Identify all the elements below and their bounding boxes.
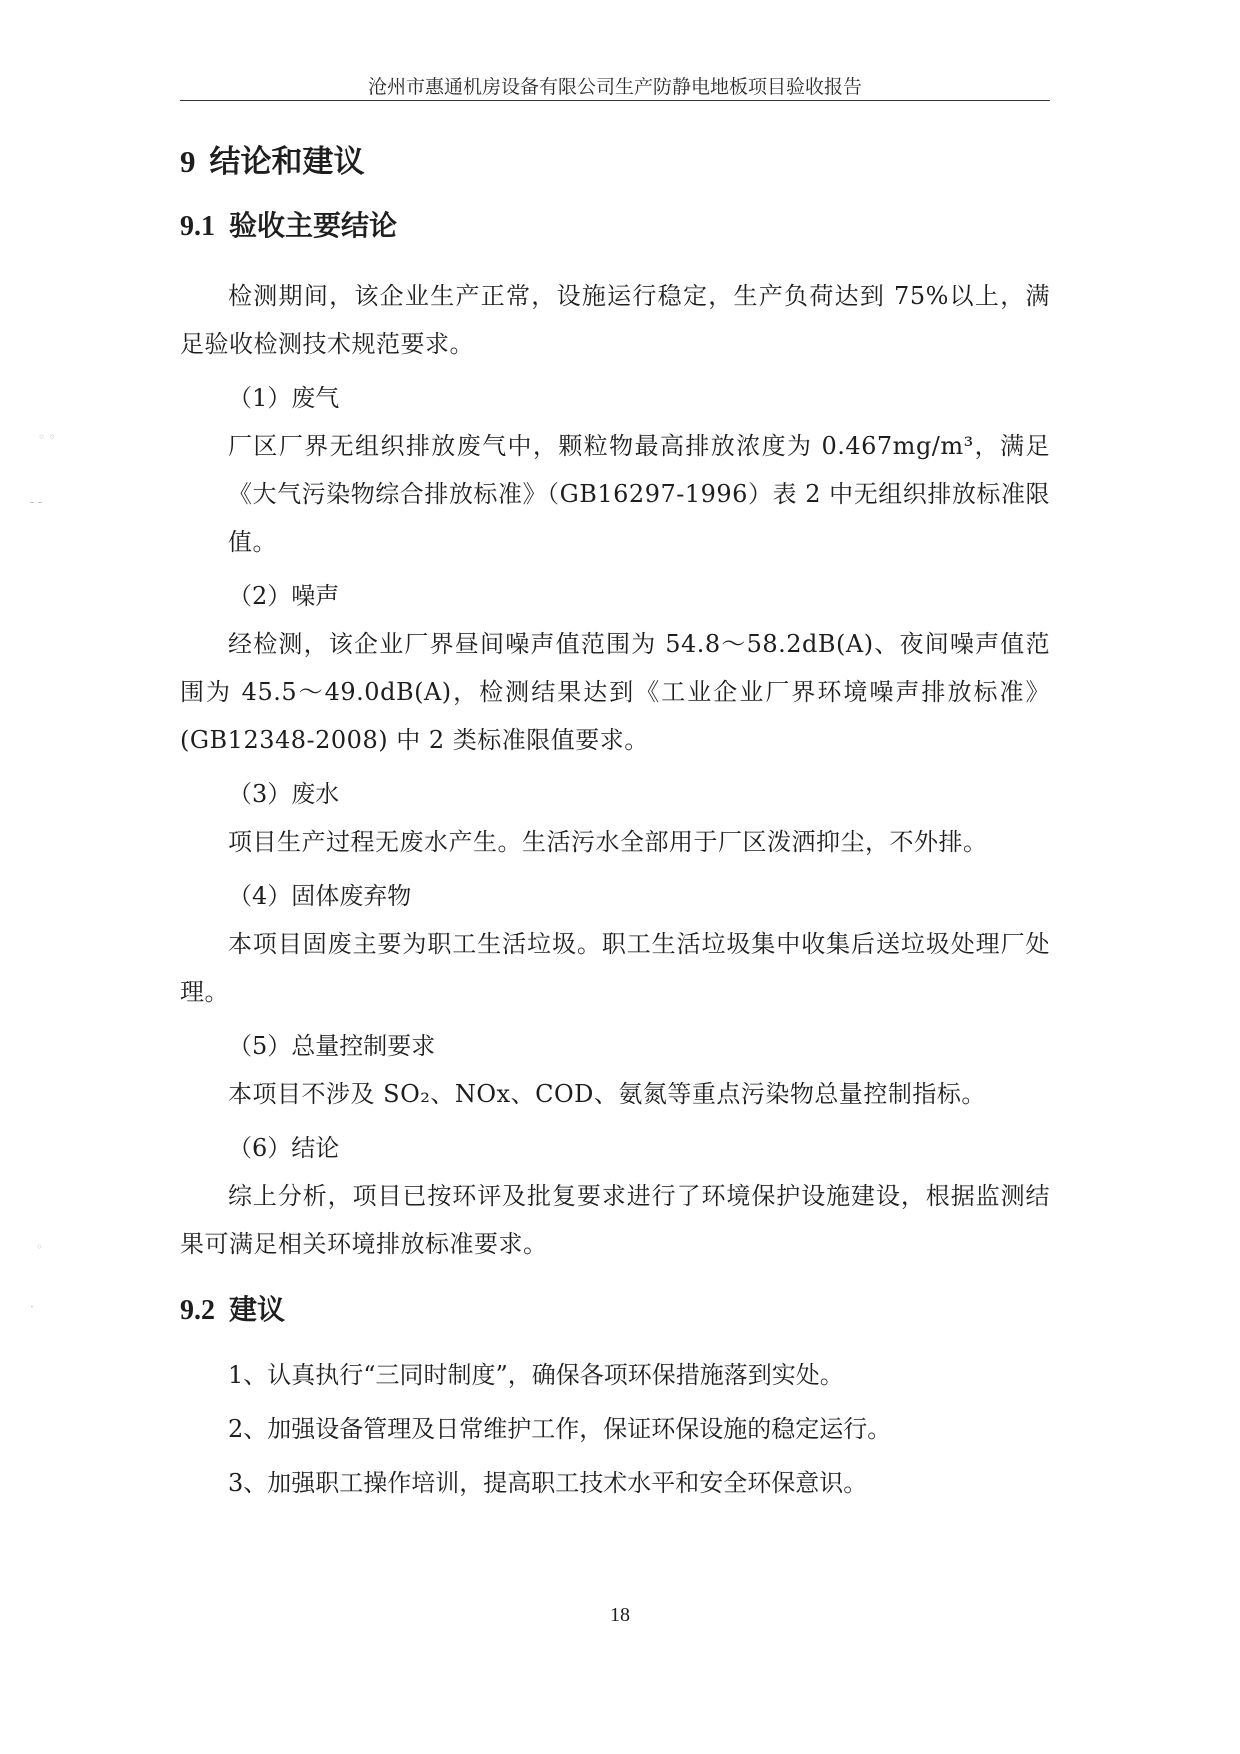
item-text-conclusion: 综上分析，项目已按环评及批复要求进行了环境保护设施建设，根据监测结果可满足相关环境排放标准要求。	[180, 1182, 1050, 1258]
section-title: 结论和建议	[209, 144, 365, 180]
subsection-title: 验收主要结论	[229, 209, 398, 242]
scan-speck: - -	[30, 495, 42, 509]
item-label-conclusion: （6）结论	[228, 1134, 340, 1162]
item-label-total-control: （5）总量控制要求	[228, 1032, 436, 1060]
item-label-solid-waste: （4）固体废弃物	[228, 882, 412, 910]
item-text-noise: 经检测，该企业厂界昼间噪声值范围为 54.8～58.2dB(A)、夜间噪声值范围为 45.5～49.0dB(A)，检测结果达到《工业企业厂界环境噪声排放标准》(GB12348-2008) 中 2 类标准限值要求。	[180, 630, 1050, 754]
running-header: 沧州市惠通机房设备有限公司生产防静电地板项目验收报告	[367, 76, 862, 98]
scan-speck: ◦ ◦	[38, 430, 56, 444]
intro-paragraph: 检测期间，该企业生产正常，设施运行稳定，生产负荷达到 75%以上，满足验收检测技术规范要求。	[180, 282, 1050, 358]
recommendation-item-1: 1、认真执行“三同时制度”，确保各项环保措施落到实处。	[228, 1361, 844, 1389]
item-text-solid-waste: 本项目固废主要为职工生活垃圾。职工生活垃圾集中收集后送垃圾处理厂处理。	[180, 930, 1050, 1006]
item-text-exhaust-gas	[180, 422, 1050, 566]
section-number: 9	[180, 144, 196, 179]
item-text-wastewater: 项目生产过程无废水产生。生活污水全部用于厂区泼洒抑尘，不外排。	[228, 828, 988, 856]
item-label-wastewater: （3）废水	[228, 780, 340, 808]
subsection-number: 9.2	[180, 1295, 215, 1326]
recommendation-item-3: 3、加强职工操作培训，提高职工技术水平和安全环保意识。	[228, 1469, 868, 1497]
recommendation-item-2: 2、加强设备管理及日常维护工作，保证环保设施的稳定运行。	[228, 1415, 892, 1443]
page-number: 18	[610, 1604, 630, 1626]
item-label-noise: （2）噪声	[228, 582, 340, 610]
subsection-heading-9-2	[180, 1290, 1050, 1330]
subsection-title: 建议	[229, 1293, 286, 1326]
subsection-number: 9.1	[180, 211, 215, 242]
page-content	[180, 140, 1050, 1510]
item-text-exhaust-gas-content: 厂区厂界无组织排放废气中，颗粒物最高排放浓度为 0.467mg/m³，满足《大气污染物综合排放标准》（GB16297-1996）表 2 中无组织排放标准限值。	[228, 432, 1050, 556]
subsection-heading-9-1	[180, 206, 1050, 246]
section-heading	[180, 140, 1050, 184]
scan-speck: ·	[30, 1300, 34, 1314]
item-text-total-control: 本项目不涉及 SO₂、NOx、COD、氨氮等重点污染物总量控制指标。	[228, 1080, 986, 1108]
header-rule	[180, 100, 1050, 101]
scan-speck: ◦	[36, 1240, 44, 1254]
item-label-exhaust-gas: （1）废气	[228, 384, 340, 412]
